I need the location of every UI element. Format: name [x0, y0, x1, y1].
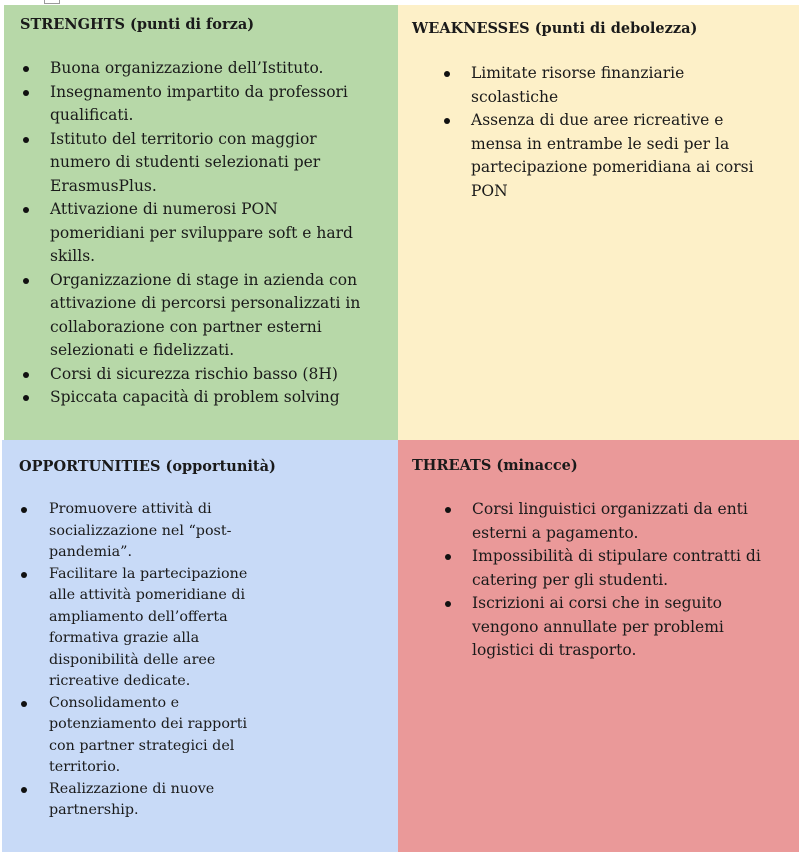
list-item: Buona organizzazione dell’Istituto.: [20, 57, 368, 81]
list-item: Istituto del territorio con maggior numero di studenti selezionati per ErasmusPlus.: [20, 128, 368, 199]
table-move-handle[interactable]: [44, 0, 60, 4]
weaknesses-quadrant: [398, 5, 799, 440]
weaknesses-list: [412, 62, 785, 203]
list-item: Assenza di due aree ricreative e mensa in entrambe le sedi per la partecipazione pomeridiana ai corsi PON: [412, 109, 776, 203]
opportunities-quadrant: [2, 440, 398, 852]
list-item: Insegnamento impartito da professori qualificati.: [20, 81, 368, 128]
list-item: Organizzazione di stage in azienda con attivazione di percorsi personalizzati in collaborazione con partner esterni selezionati e fidelizzati.: [20, 269, 368, 363]
list-item: Iscrizioni ai corsi che in seguito vengono annullate per problemi logistici di trasporto.: [412, 592, 772, 663]
list-item: Impossibilità di stipulare contratti di catering per gli studenti.: [412, 545, 772, 592]
threats-list: [412, 498, 785, 663]
threats-quadrant: [398, 440, 799, 852]
weaknesses-title: WEAKNESSES (punti di debolezza): [412, 20, 698, 37]
strengths-title: STRENGHTS (punti di forza): [20, 16, 255, 33]
list-item: Promuovere attività di socializzazione nel “post-pandemia”.: [19, 499, 255, 564]
strengths-list: [20, 57, 384, 410]
strengths-quadrant: [4, 5, 398, 440]
list-item: Corsi linguistici organizzati da enti esterni a pagamento.: [412, 498, 772, 545]
list-item: Limitate risorse finanziarie scolastiche: [412, 62, 776, 109]
opportunities-list: [19, 499, 384, 822]
list-item: Spiccata capacità di problem solving: [20, 386, 368, 410]
list-item: Consolidamento e potenziamento dei rapporti con partner strategici del territorio.: [19, 693, 255, 779]
list-item: Realizzazione di nuove partnership.: [19, 779, 255, 822]
list-item: Attivazione di numerosi PON pomeridiani per sviluppare soft e hard skills.: [20, 198, 368, 269]
opportunities-title: OPPORTUNITIES (opportunità): [19, 458, 276, 475]
list-item: Facilitare la partecipazione alle attività pomeridiane di ampliamento dell’offerta formativa grazie alla disponibilità delle aree ricreative dedicate.: [19, 564, 255, 693]
list-item: Corsi di sicurezza rischio basso (8H): [20, 363, 368, 387]
threats-title: THREATS (minacce): [412, 457, 578, 474]
